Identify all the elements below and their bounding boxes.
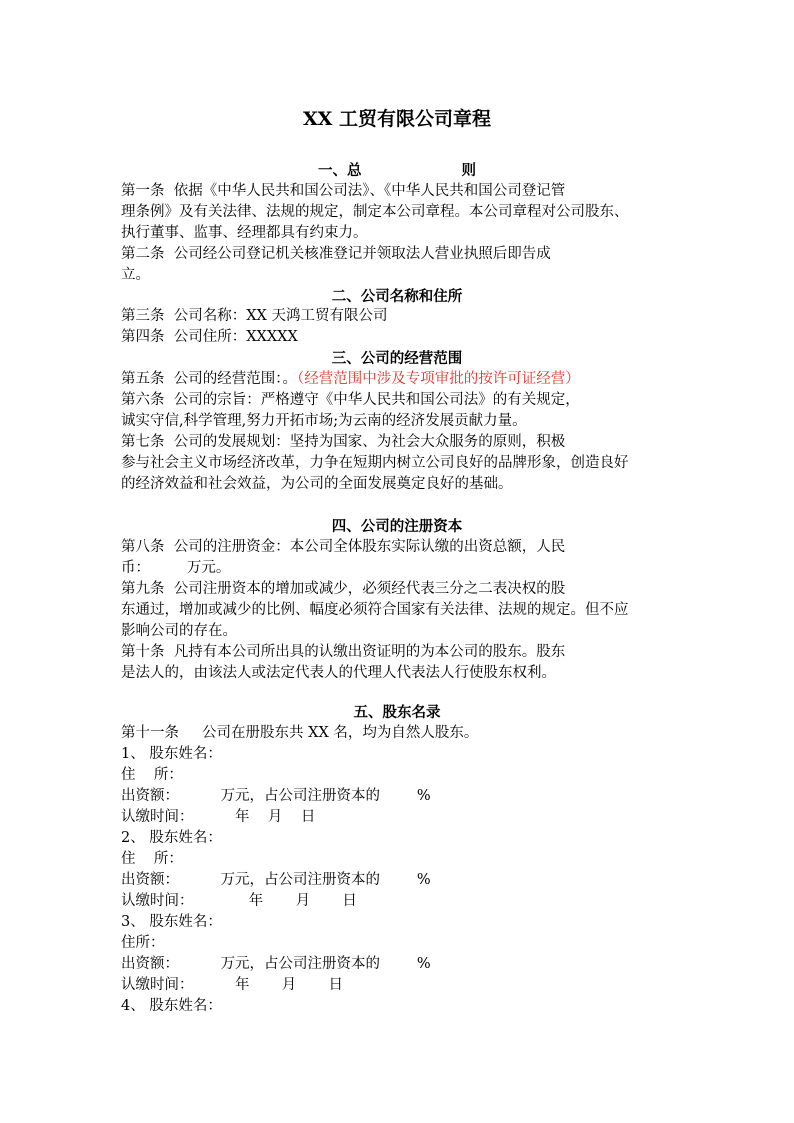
document-title: XX 工贸有限公司章程 [302,108,492,130]
section-heading-general-part1: 一、总 [318,162,362,179]
article-5-note: （经营范围中涉及专项审批的按许可证经营） [296,371,580,387]
article-7-line-2: 参与社会主义市场经济改革，力争在短期内树立公司良好的品牌形象，创造良好 [121,455,629,471]
shareholder-2-capital: 出资额： 万元，占公司注册资本的 % [121,872,431,888]
shareholder-2-time: 认缴时间： 年 月 日 [121,893,357,909]
shareholder-1-capital: 出资额： 万元，占公司注册资本的 % [121,788,431,804]
article-9-line-3: 影响公司的存在。 [121,623,237,639]
article-6-line-2: 诚实守信,科学管理,努力开拓市场;为云南的经济发展贡献力量。 [121,413,527,429]
section-heading-general-part2: 则 [461,162,476,179]
shareholder-1-time: 认缴时间： 年 月 日 [121,809,316,825]
article-3: 第三条 公司名称：XX 天鸿工贸有限公司 [121,308,388,324]
article-8-line-2: 币： 万元。 [121,560,231,576]
article-7-line-3: 的经济效益和社会效益，为公司的全面发展奠定良好的基础。 [121,476,513,492]
shareholder-3-capital: 出资额： 万元，占公司注册资本的 % [121,956,431,972]
section-heading-business-scope: 三、公司的经营范围 [331,350,463,367]
article-1-line-1: 第一条 依据《中华人民共和国公司法》、《中华人民共和国公司登记管 [121,183,566,199]
article-5-text: 第五条 公司的经营范围：。 [121,371,297,387]
article-6-line-1: 第六条 公司的宗旨：严格遵守《中华人民共和国公司法》的有关规定， [121,392,580,408]
shareholder-3-address: 住所： [121,935,165,951]
article-1-line-2: 理条例》及有关法律、法规的规定，制定本公司章程。本公司章程对公司股东、 [121,204,629,220]
article-10-line-1: 第十条 凡持有本公司所出具的认缴出资证明的为本公司的股东。股东 [121,644,566,660]
shareholder-3-time: 认缴时间： 年 月 日 [121,977,344,993]
section-heading-general [0,160,794,181]
article-10-line-2: 是法人的，由该法人或法定代表人的代理人代表法人行使股东权利。 [121,665,556,681]
article-7-line-1: 第七条 公司的发展规划：坚持为国家、为社会大众服务的原则，积极 [121,434,566,450]
article-8-line-1: 第八条 公司的注册资金：本公司全体股东实际认缴的出资总额，人民 [121,539,566,555]
article-1-line-3: 执行董事、监事、经理都具有约束力。 [121,225,368,241]
article-9-line-2: 东通过，增加或减少的比例、幅度必须符合国家有关法律、法规的规定。但不应 [121,602,629,618]
article-11: 第十一条 公司在册股东共 XX 名，均为自然人股东。 [121,725,479,741]
section-heading-shareholders: 五、股东名录 [353,704,441,721]
shareholder-2-address: 住 所： [121,851,183,867]
article-2-line-1: 第二条 公司经公司登记机关核准登记并领取法人营业执照后即告成 [121,246,551,262]
article-9-line-1: 第九条 公司注册资本的增加或减少，必须经代表三分之二表决权的股 [121,581,566,597]
shareholder-1-name: 1、 股东姓名： [121,746,222,762]
section-heading-name-address: 二、公司名称和住所 [331,288,463,305]
shareholder-1-address: 住 所： [121,767,183,783]
shareholder-2-name: 2、 股东姓名： [121,830,222,846]
shareholder-3-name: 3、 股东姓名： [121,914,222,930]
shareholder-4-name: 4、 股东姓名： [121,998,222,1014]
article-5 [121,369,580,390]
section-heading-registered-capital: 四、公司的注册资本 [331,518,463,535]
article-2-line-2: 立。 [121,267,150,283]
article-4: 第四条 公司住所：XXXXX [121,329,298,345]
